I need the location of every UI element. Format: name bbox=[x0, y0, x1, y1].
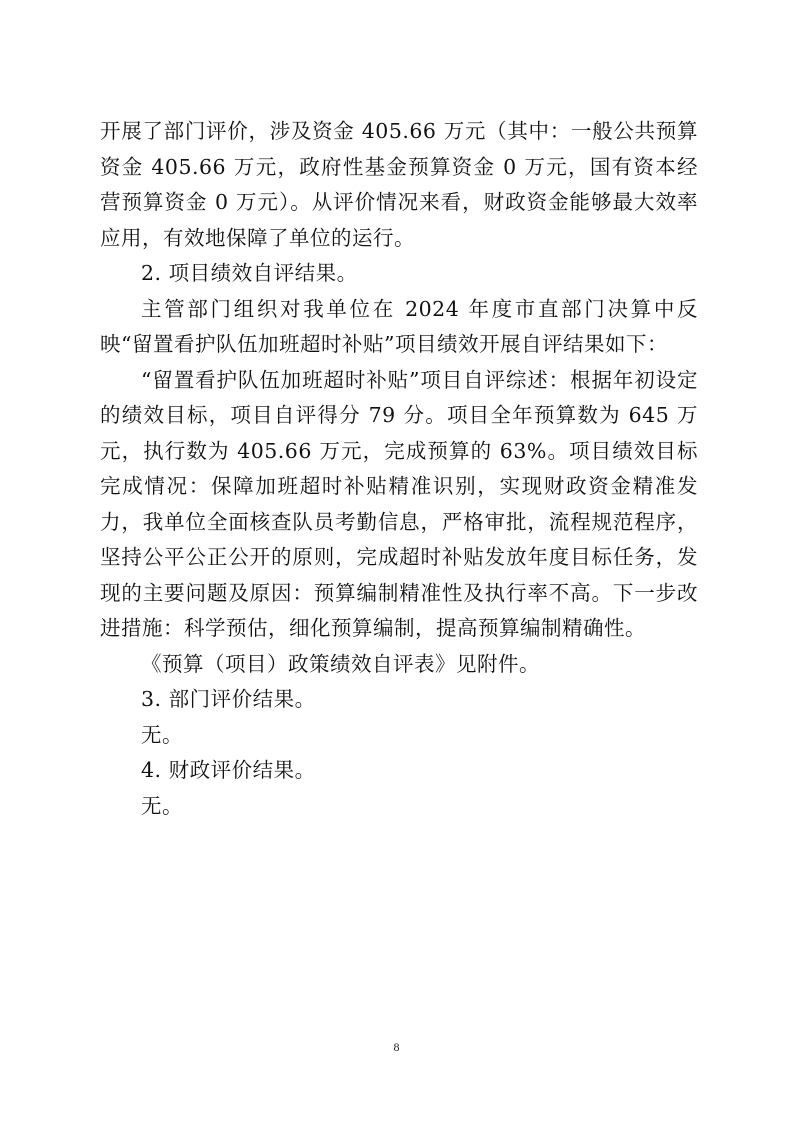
paragraph-department-evaluation: 开展了部门评价，涉及资金 405.66 万元（其中：一般公共预算资金 405.66 万元，政府性基金预算资金 0 万元，国有资本经营预算资金 0 万元）。从评价情况来看，财政资金能够最大效率应用，有效地保障了单位的运行。 bbox=[100, 119, 698, 250]
heading-department-evaluation-result: 3. 部门评价结果。 bbox=[141, 687, 316, 711]
document-body bbox=[100, 114, 698, 824]
page-number: 8 bbox=[393, 1040, 400, 1054]
paragraph-department-result-none: 无。 bbox=[141, 722, 183, 747]
paragraph-attachment-note: 《预算（项目）政策绩效自评表》见附件。 bbox=[141, 651, 540, 676]
paragraph-self-evaluation-intro: 主管部门组织对我单位在 2024 年度市直部门决算中反映“留置看护队伍加班超时补贴”项目绩效开展自评结果如下： bbox=[100, 296, 698, 356]
heading-finance-evaluation-result: 4. 财政评价结果。 bbox=[141, 758, 316, 782]
heading-project-self-evaluation: 2. 项目绩效自评结果。 bbox=[141, 261, 358, 285]
paragraph-self-evaluation-summary: “留置看护队伍加班超时补贴”项目自评综述：根据年初设定的绩效目标，项目自评得分 79 分。项目全年预算数为 645 万元，执行数为 405.66 万元，完成预算的 63%。项目绩效目标完成情况：保障加班超时补贴精准识别，实现财政资金精准发力，我单位全面核查队员考勤信息，严格审批，流程规范程序，坚持公平公正公开的原则，完成超时补贴发放年度目标任务，发现的主要问题及原因：预算编制精准性及执行率不高。下一步改进措施：科学预估，细化预算编制，提高预算编制精确性。 bbox=[100, 367, 698, 640]
paragraph-finance-result-none: 无。 bbox=[141, 793, 183, 818]
